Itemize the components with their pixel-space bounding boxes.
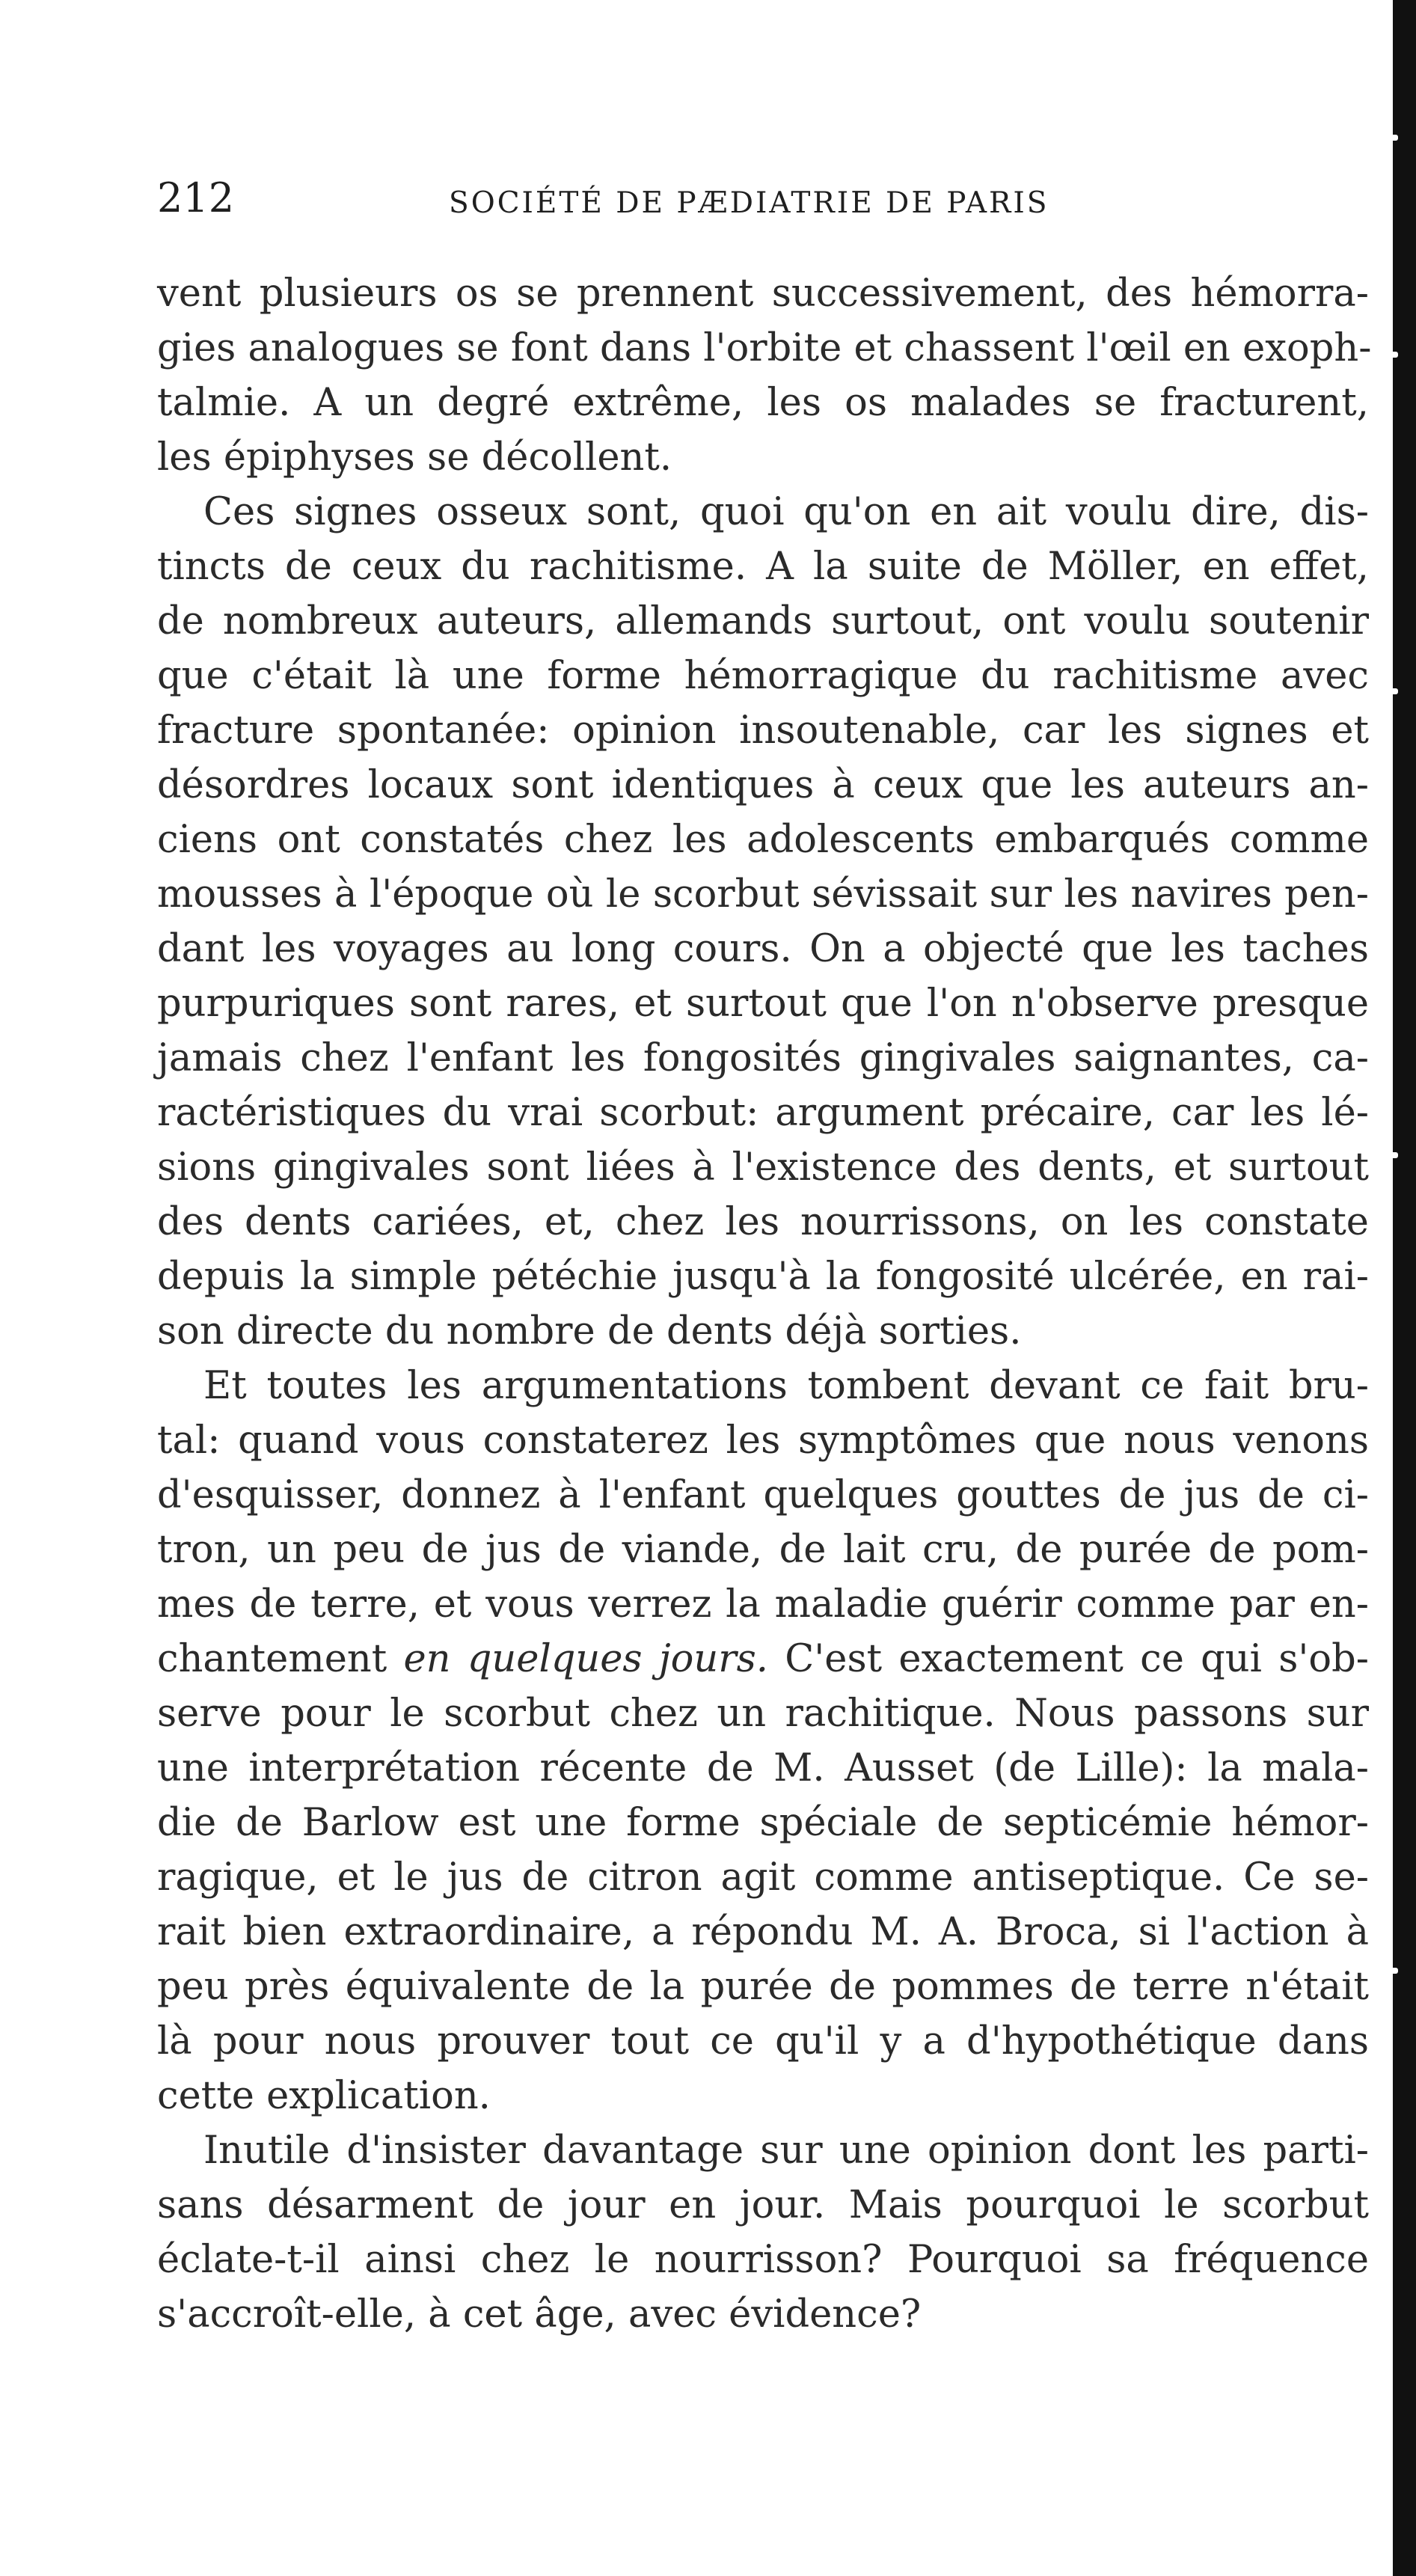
- text-line-with-italic: [157, 1632, 1369, 1686]
- text-line: éclate-t-il ainsi chez le nourrisson? Pourquoi sa fréquence: [157, 2238, 1369, 2282]
- text-segment: chantement: [157, 1637, 404, 1681]
- text-line: une interprétation récente de M. Ausset (de Lille): la mala-: [157, 1746, 1369, 1790]
- text-line: des dents cariées, et, chez les nourrissons, on les constate: [157, 1200, 1369, 1244]
- text-line: mousses à l'époque où le scorbut sévissait sur les navires pen-: [157, 872, 1369, 917]
- text-line: jamais chez l'enfant les fongosités gingivales saignantes, ca-: [157, 1036, 1369, 1080]
- text-line: depuis la simple pétéchie jusqu'à la fongosité ulcérée, en rai-: [157, 1255, 1369, 1299]
- text-segment: C'est exactement ce qui s'ob-: [768, 1637, 1369, 1681]
- text-line: die de Barlow est une forme spéciale de septicémie hémor-: [157, 1801, 1369, 1845]
- text-line: serve pour le scorbut chez un rachitique. Nous passons sur: [157, 1692, 1369, 1736]
- text-line: peu près équivalente de la purée de pommes de terre n'était: [157, 1965, 1369, 2009]
- running-title: SOCIÉTÉ DE PÆDIATRIE DE PARIS: [449, 186, 1049, 220]
- text-line: mes de terre, et vous verrez la maladie guérir comme par en-: [157, 1582, 1369, 1627]
- text-line: ractéristiques du vrai scorbut: argument précaire, car les lé-: [157, 1091, 1369, 1135]
- scan-edge-mark: [1388, 135, 1398, 141]
- text-line: tal: quand vous constaterez les symptômes que nous venons: [157, 1419, 1369, 1463]
- scan-edge-mark: [1388, 1152, 1398, 1158]
- text-line: désordres locaux sont identiques à ceux que les auteurs an-: [157, 763, 1369, 807]
- text-line: son directe du nombre de dents déjà sorties.: [157, 1309, 1022, 1353]
- scan-edge-mark: [1388, 1968, 1398, 1974]
- text-line: ragique, et le jus de citron agit comme antiseptique. Ce se-: [157, 1855, 1369, 1900]
- text-line: sions gingivales sont liées à l'existence des dents, et surtout: [157, 1145, 1369, 1190]
- italic-phrase: en quelques jours.: [403, 1637, 768, 1681]
- scan-page-edge: [1393, 0, 1416, 2576]
- text-line: d'esquisser, donnez à l'enfant quelques gouttes de jus de ci-: [157, 1473, 1369, 1517]
- text-line: tincts de ceux du rachitisme. A la suite de Möller, en effet,: [157, 545, 1369, 589]
- text-line: talmie. A un degré extrême, les os malades se fracturent,: [157, 381, 1369, 425]
- scan-edge-mark: [1388, 352, 1398, 358]
- text-line: cette explication.: [157, 2074, 491, 2118]
- text-line: les épiphyses se décollent.: [157, 435, 672, 480]
- text-line: fracture spontanée: opinion insoutenable, car les signes et: [157, 709, 1369, 753]
- text-line: tron, un peu de jus de viande, de lait cru, de purée de pom-: [157, 1528, 1369, 1572]
- text-line: ciens ont constatés chez les adolescents embarqués comme: [157, 818, 1369, 862]
- text-line: de nombreux auteurs, allemands surtout, ont voulu soutenir: [157, 599, 1369, 643]
- text-line: vent plusieurs os se prennent successivement, des hémorra-: [157, 272, 1369, 316]
- text-line: dant les voyages au long cours. On a objecté que les taches: [157, 927, 1369, 971]
- text-line: s'accroît-elle, à cet âge, avec évidence?: [157, 2292, 922, 2337]
- page-number: 212: [157, 174, 235, 221]
- page-header: [157, 176, 1107, 236]
- text-line: là pour nous prouver tout ce qu'il y a d'hypothétique dans: [157, 2019, 1369, 2063]
- text-line: purpuriques sont rares, et surtout que l'on n'observe presque: [157, 982, 1369, 1026]
- text-line: rait bien extraordinaire, a répondu M. A. Broca, si l'action à: [157, 1910, 1369, 1954]
- paragraph-start-line: Ces signes osseux sont, quoi qu'on en ait voulu dire, dis-: [203, 490, 1369, 534]
- paragraph-start-line: Et toutes les argumentations tombent devant ce fait bru-: [203, 1364, 1369, 1408]
- text-line: que c'était là une forme hémorragique du rachitisme avec: [157, 654, 1369, 698]
- paragraph-start-line: Inutile d'insister davantage sur une opinion dont les parti-: [203, 2129, 1369, 2173]
- text-line: sans désarment de jour en jour. Mais pourquoi le scorbut: [157, 2183, 1369, 2227]
- text-line: gies analogues se font dans l'orbite et chassent l'œil en exoph-: [157, 326, 1372, 370]
- scan-edge-mark: [1388, 688, 1398, 694]
- body-text: [157, 266, 1372, 2342]
